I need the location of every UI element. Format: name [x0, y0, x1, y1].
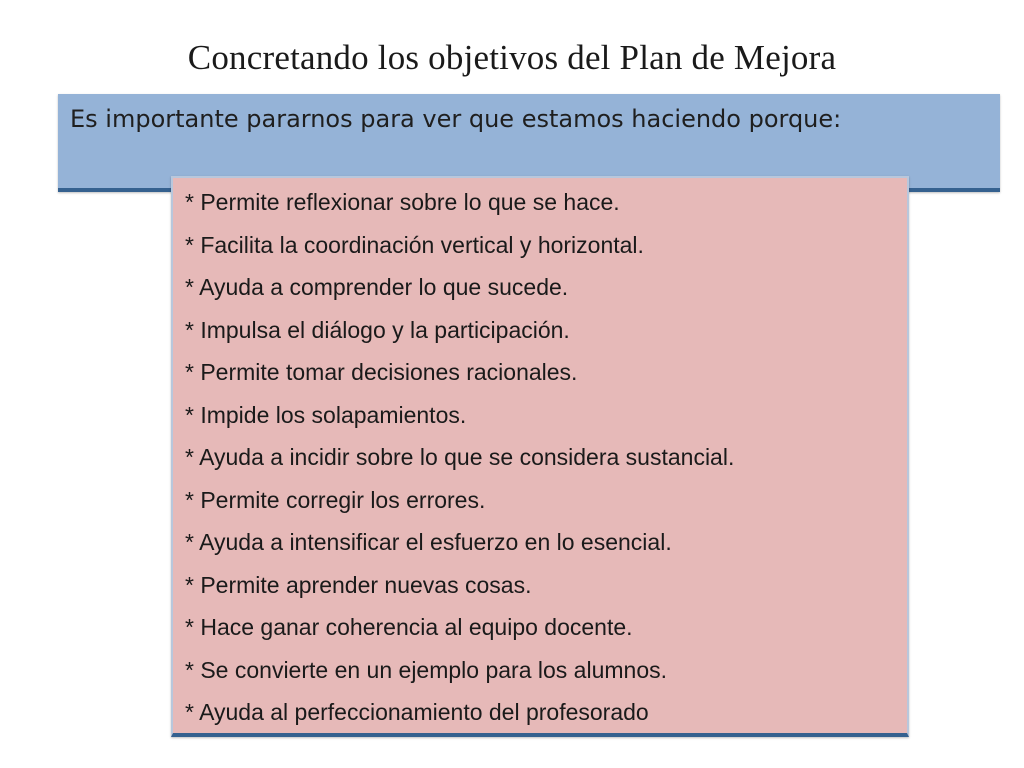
list-item: * Facilita la coordinación vertical y horizontal.	[185, 231, 644, 258]
list-item: * Impide los solapamientos.	[185, 401, 467, 428]
list-item: * Ayuda a intensificar el esfuerzo en lo esencial.	[185, 529, 672, 555]
list-item: * Ayuda al perfeccionamiento del profesorado	[185, 699, 649, 725]
reasons-box	[171, 176, 909, 737]
list-item: * Permite corregir los errores.	[185, 486, 486, 513]
list-item: * Permite tomar decisiones racionales.	[185, 359, 578, 385]
list-item: * Permite reflexionar sobre lo que se hace.	[185, 189, 620, 215]
intro-text: Es importante pararnos para ver que estamos haciendo porque:	[70, 105, 842, 133]
reasons-list	[173, 178, 907, 734]
list-item: * Impulsa el diálogo y la participación.	[185, 316, 570, 343]
list-item: * Hace ganar coherencia al equipo docente.	[185, 614, 633, 640]
list-item: * Ayuda a comprender lo que sucede.	[185, 274, 569, 300]
list-item: * Ayuda a incidir sobre lo que se considera sustancial.	[185, 444, 735, 470]
list-item: * Se convierte en un ejemplo para los alumnos.	[185, 656, 668, 683]
slide-title: Concretando los objetivos del Plan de Mejora	[187, 38, 837, 77]
list-item: * Permite aprender nuevas cosas.	[185, 571, 532, 598]
